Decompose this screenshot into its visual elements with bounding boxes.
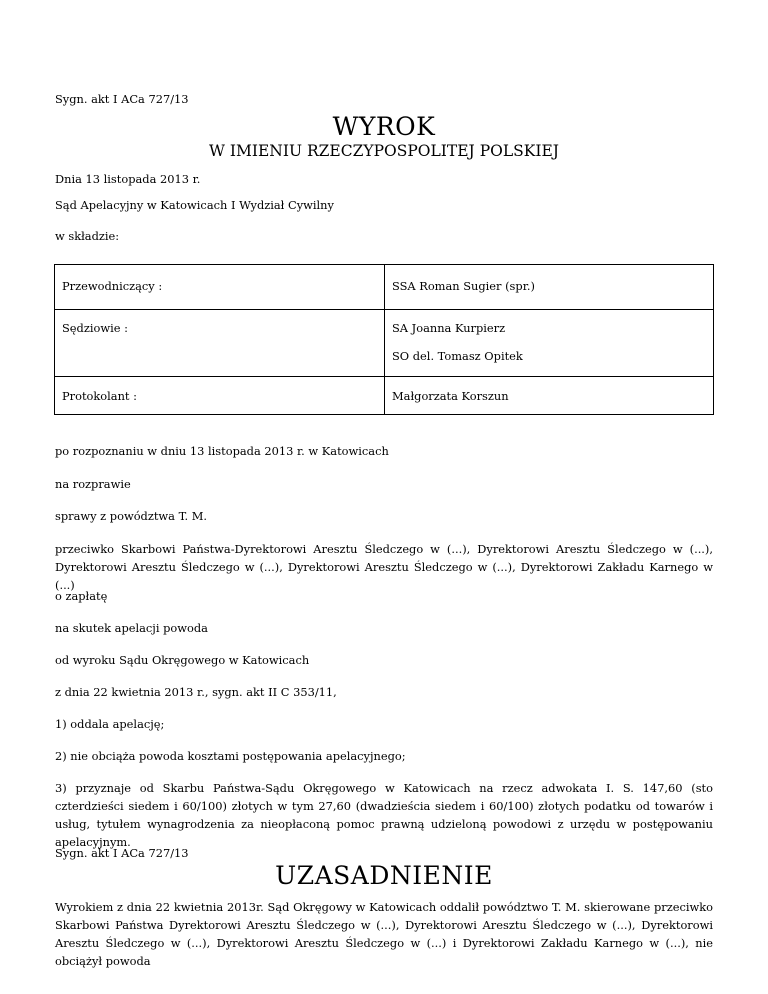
court-name: Sąd Apelacyjny w Katowicach I Wydział Cywilny	[55, 198, 334, 212]
chair-name: SSA Roman Sugier (spr.)	[392, 279, 535, 293]
appeal-line: na skutek apelacji powoda	[55, 621, 208, 635]
table-divider-row-2	[55, 376, 713, 377]
from-judgment-line: od wyroku Sądu Okręgowego w Katowicach	[55, 653, 310, 667]
composition-label: w składzie:	[55, 229, 120, 243]
table-divider-vertical	[384, 265, 385, 414]
justification-title: UZASADNIENIE	[275, 861, 493, 890]
defendants-paragraph: przeciwko Skarbowi Państwa-Dyrektorowi Aresztu Śledczego w (...), Dyrektorowi Aresztu Śledczego w (...), Dyrektorowi Aresztu Śledczego w (...), Dyrektorowi Aresztu Śledczego w (...), Dyrektorowi Zakładu Karnego w (...)	[55, 542, 713, 592]
justification-paragraph: Wyrokiem z dnia 22 kwietnia 2013r. Sąd Okręgowy w Katowicach oddalił powództwo T. M. skierowane przeciwko Skarbowi Państwa Dyrektorowi Aresztu Śledczego w (...), Dyrektorowi Aresztu Śledczego w (...), Dyrektorowi Aresztu Śledczego w (...), Dyrektorowi Aresztu Śledczego w (...) i Dyrektorowi Zakładu Karnego w (...), nie obciążył powoda	[55, 900, 713, 968]
clerk-label: Protokolant :	[62, 389, 137, 403]
case-reference: Sygn. akt I ACa 727/13	[55, 92, 189, 106]
clerk-name: Małgorzata Korszun	[392, 389, 509, 403]
judge-2-name: SO del. Tomasz Opitek	[392, 349, 523, 363]
judgment-date-line: z dnia 22 kwietnia 2013 r., sygn. akt II C 353/11,	[55, 685, 337, 699]
case-line: sprawy z powództwa T. M.	[55, 509, 208, 523]
ruling-item-1: 1) oddala apelację;	[55, 717, 165, 731]
judgment-date: Dnia 13 listopada 2013 r.	[55, 172, 201, 186]
subject-line: o zapłatę	[55, 589, 108, 603]
composition-table	[54, 264, 714, 415]
judges-label: Sędziowie :	[62, 321, 128, 335]
trial-line: na rozprawie	[55, 477, 131, 491]
table-divider-row-1	[55, 309, 713, 310]
hearing-line: po rozpoznaniu w dniu 13 listopada 2013 r. w Katowicach	[55, 444, 389, 458]
ruling-item-3: 3) przyznaje od Skarbu Państwa-Sądu Okręgowego w Katowicach na rzecz adwokata I. S. 147,60 (sto czterdzieści siedem i 60/100) złotych w tym 27,60 (dwadzieścia siedem i 60/100) złotych podatku od towarów i usług, tytułem wynagrodzenia za nieopłaconą pomoc prawną udzieloną powodowi z urzędu w postępowaniu apelacyjnym.	[55, 781, 713, 849]
justification-case-reference: Sygn. akt I ACa 727/13	[55, 846, 189, 860]
judgment-title: WYROK	[332, 112, 436, 141]
judgment-subtitle: W IMIENIU RZECZYPOSPOLITEJ POLSKIEJ	[209, 142, 559, 160]
ruling-item-2: 2) nie obciąża powoda kosztami postępowania apelacyjnego;	[55, 749, 406, 763]
chair-label: Przewodniczący :	[62, 279, 163, 293]
judge-1-name: SA Joanna Kurpierz	[392, 321, 506, 335]
